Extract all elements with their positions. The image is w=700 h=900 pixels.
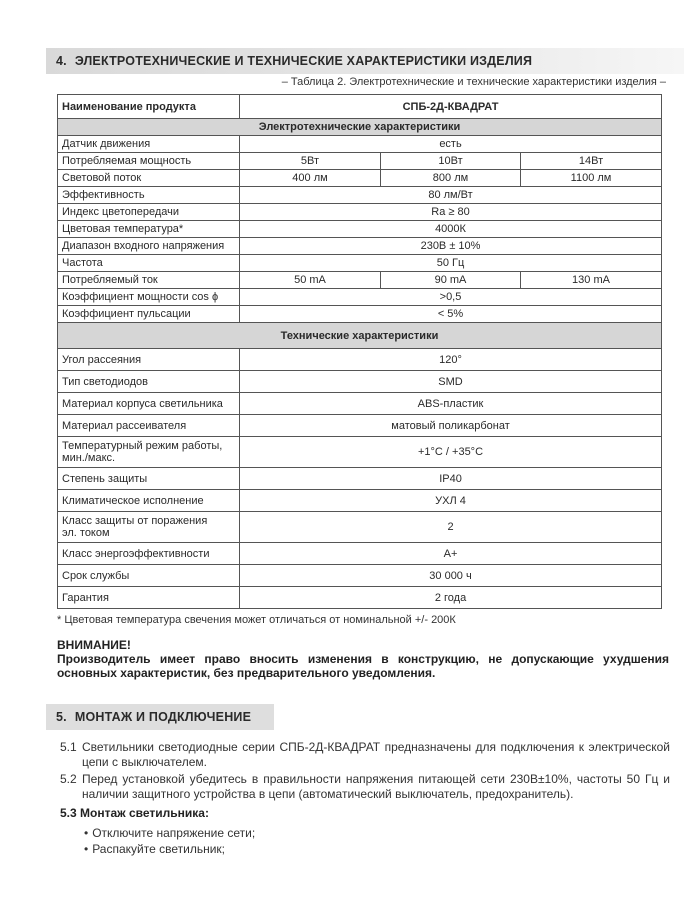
table-row: Потребляемая мощность 5Вт 10Вт 14Вт <box>58 153 662 170</box>
bullet-marker: • <box>84 826 89 840</box>
table-row: Материал корпуса светильника ABS-пластик <box>58 393 662 415</box>
table-header-label: Наименование продукта <box>58 95 240 119</box>
table-row: Степень защиты IP40 <box>58 468 662 490</box>
list-item <box>60 740 670 770</box>
table-row: Срок службы 30 000 ч <box>58 565 662 587</box>
table-row: Угол рассеяния 120° <box>58 349 662 371</box>
footnote: * Цветовая температура свечения может отличаться от номинальной +/- 200К <box>57 614 456 626</box>
list-item <box>60 772 670 802</box>
table-row: Гарантия 2 года <box>58 587 662 609</box>
table-row: Световой поток 400 лм 800 лм 1100 лм <box>58 170 662 187</box>
table-row: Диапазон входного напряжения 230В ± 10% <box>58 238 662 255</box>
section-number: 4. <box>56 54 67 68</box>
spec-table <box>57 94 662 609</box>
table-row: Коэффициент пульсации < 5% <box>58 306 662 323</box>
section-title: ЭЛЕКТРОТЕХНИЧЕСКИЕ И ТЕХНИЧЕСКИЕ ХАРАКТЕРИСТИКИ ИЗДЕЛИЯ <box>74 54 533 68</box>
table-caption: – Таблица 2. Электротехнические и технические характеристики изделия – <box>281 76 666 88</box>
table-row: Коэффициент мощности cos ϕ >0,5 <box>58 289 662 306</box>
table-row: Климатическое исполнение УХЛ 4 <box>58 490 662 512</box>
table-row: Индекс цветопередачи Ra ≥ 80 <box>58 204 662 221</box>
table-row: Класс защиты от поражения эл. током 2 <box>58 512 662 543</box>
warning-title: ВНИМАНИЕ! <box>57 638 131 652</box>
list-item: • Отключите напряжение сети; <box>84 826 256 840</box>
table-header-row <box>58 95 662 119</box>
table-row: Датчик движения есть <box>58 136 662 153</box>
list-item: • Распакуйте светильник; <box>84 842 225 856</box>
group-header-electrical: Электротехнические характеристики <box>58 119 662 136</box>
table-row: Цветовая температура* 4000К <box>58 221 662 238</box>
item-number: 5.2 <box>60 772 77 786</box>
mount-heading: 5.3 Монтаж светильника: <box>60 806 209 820</box>
section-title: МОНТАЖ И ПОДКЛЮЧЕНИЕ <box>74 710 252 724</box>
section-5-header <box>46 704 274 730</box>
table-row: Класс энергоэффективности А+ <box>58 543 662 565</box>
group-header-technical: Технические характеристики <box>58 323 662 349</box>
item-text: Светильники светодиодные серии СПБ-2Д-КВАДРАТ предназначены для подключения к электрической цепи с выключателем. <box>82 740 670 769</box>
table-row: Потребляемый ток 50 mA 90 mA 130 mA <box>58 272 662 289</box>
warning-text: Производитель имеет право вносить изменения в конструкцию, не допускающие ухудшения основных характеристик, без предварительного уведомления. <box>57 652 669 680</box>
table-row: Частота 50 Гц <box>58 255 662 272</box>
item-number: 5.1 <box>60 740 77 754</box>
section-number: 5. <box>56 710 67 724</box>
table-row: Материал рассеивателя матовый поликарбонат <box>58 415 662 437</box>
table-row: Тип светодиодов SMD <box>58 371 662 393</box>
table-row: Эффективность 80 лм/Вт <box>58 187 662 204</box>
table-header-value: СПБ-2Д-КВАДРАТ <box>240 95 662 119</box>
item-text: Перед установкой убедитесь в правильности напряжения питающей сети 230В±10%, частоты 50 Гц и наличии защитного устройства в цепи (автоматический выключатель, предохранитель). <box>82 772 670 801</box>
table-row: Температурный режим работы, мин./макс. +1°С / +35°С <box>58 437 662 468</box>
bullet-marker: • <box>84 842 89 856</box>
section-4-header <box>46 48 684 74</box>
